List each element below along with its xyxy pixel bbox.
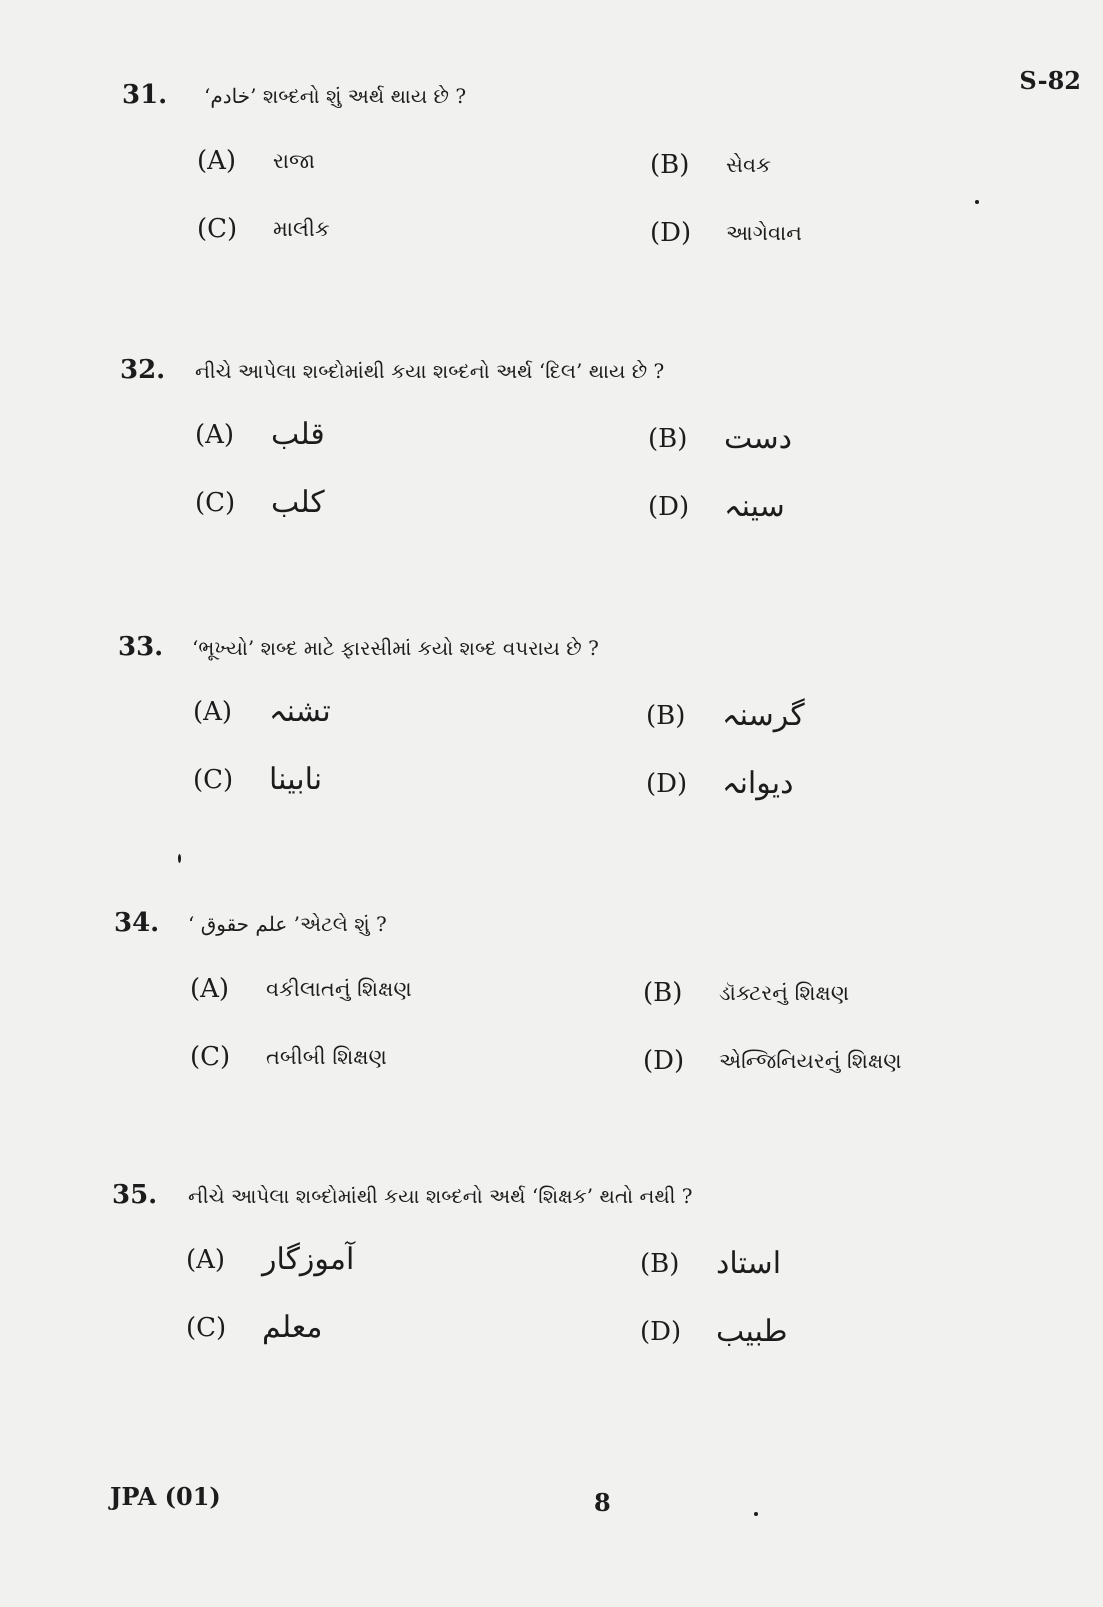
option-text: طبیب: [716, 1314, 788, 1349]
option-b[interactable]: [646, 698, 805, 733]
option-letter: (B): [646, 700, 686, 731]
option-letter: (C): [197, 214, 238, 244]
option-b[interactable]: [650, 150, 771, 180]
option-letter: (C): [190, 1042, 231, 1072]
option-text: તબીબી શિક્ષણ: [266, 1044, 387, 1069]
option-text: کلب: [271, 485, 325, 520]
option-text: گرسنہ: [722, 698, 805, 733]
option-letter: (C): [195, 487, 236, 518]
option-a[interactable]: [197, 146, 315, 176]
question-number: 35.: [112, 1180, 158, 1210]
option-a[interactable]: [190, 974, 412, 1004]
option-c[interactable]: [186, 1310, 322, 1345]
option-text: એન્જિનિયરનું શિક્ષણ: [719, 1048, 902, 1073]
option-letter: (D): [650, 218, 692, 248]
page-code: S-82: [1019, 66, 1081, 95]
option-text: રાજા: [273, 148, 315, 173]
option-text: આગેવાન: [726, 220, 802, 245]
question-text: નીચે આપેલા શબ્દોમાંથી કયા શબ્દનો અર્થ ‘શિક્ષક’ થતો નથી ?: [188, 1184, 693, 1208]
question-number: 31.: [122, 80, 168, 110]
option-letter: (C): [186, 1312, 227, 1343]
option-letter: (B): [648, 423, 688, 454]
option-letter: (D): [648, 491, 690, 522]
option-letter: (A): [186, 1244, 226, 1275]
option-letter: (A): [195, 419, 235, 450]
option-text: دیوانہ: [722, 766, 794, 801]
option-c[interactable]: [195, 485, 325, 520]
option-letter: (D): [640, 1316, 682, 1347]
option-c[interactable]: [193, 762, 322, 797]
option-text: نابینا: [269, 762, 323, 797]
option-text: استاد: [716, 1246, 782, 1281]
question-text: ‘خادم’ શબ્દનો શું અર્થ થાય છે ?: [204, 84, 467, 108]
option-text: ડૉક્ટરનું શિક્ષણ: [719, 980, 850, 1005]
option-d[interactable]: [640, 1314, 787, 1349]
option-text: સેવક: [726, 152, 771, 177]
option-letter: (A): [190, 974, 230, 1004]
option-b[interactable]: [640, 1246, 781, 1281]
option-letter: (B): [650, 150, 690, 180]
footer-code: JPA (01): [110, 1482, 221, 1511]
option-a[interactable]: [195, 417, 325, 452]
option-text: معلم: [262, 1310, 323, 1345]
option-text: سینہ: [724, 489, 785, 524]
option-letter: (D): [646, 768, 688, 799]
option-c[interactable]: [190, 1042, 387, 1072]
option-text: قلب: [271, 417, 325, 452]
option-letter: (B): [643, 978, 683, 1008]
option-letter: (D): [643, 1046, 685, 1076]
option-letter: (C): [193, 764, 234, 795]
option-letter: (A): [197, 146, 237, 176]
option-d[interactable]: [646, 766, 793, 801]
option-text: વકીલાતનું શિક્ષણ: [266, 976, 412, 1001]
option-letter: (A): [193, 696, 233, 727]
option-text: آموزگار: [262, 1242, 355, 1277]
option-b[interactable]: [643, 978, 849, 1008]
option-d[interactable]: [643, 1046, 902, 1076]
option-text: تشنہ: [269, 694, 331, 729]
question-number: 34.: [114, 908, 160, 938]
question-text: ‘ભૂખ્યો’ શબ્દ માટે ફારસીમાં કયો શબ્દ વપરાય છે ?: [192, 636, 599, 660]
question-number: 33.: [118, 632, 164, 662]
option-a[interactable]: [193, 694, 331, 729]
question-number: 32.: [120, 355, 166, 385]
option-letter: (B): [640, 1248, 680, 1279]
option-text: માલીક: [273, 216, 330, 241]
option-b[interactable]: [648, 421, 792, 456]
question-text: ‘ علم حقوق ’એટલે શું ?: [188, 912, 387, 936]
option-a[interactable]: [186, 1242, 354, 1277]
question-text: નીચે આપેલા શબ્દોમાંથી કયા શબ્દનો અર્થ ‘દિલ’ થાય છે ?: [195, 359, 665, 383]
option-c[interactable]: [197, 214, 330, 244]
scan-speck: [178, 854, 181, 863]
option-d[interactable]: [650, 218, 802, 248]
option-text: دست: [724, 421, 792, 456]
scan-speck: [975, 200, 979, 204]
option-d[interactable]: [648, 489, 785, 524]
scan-speck: [754, 1512, 758, 1516]
page-number: 8: [594, 1488, 611, 1517]
